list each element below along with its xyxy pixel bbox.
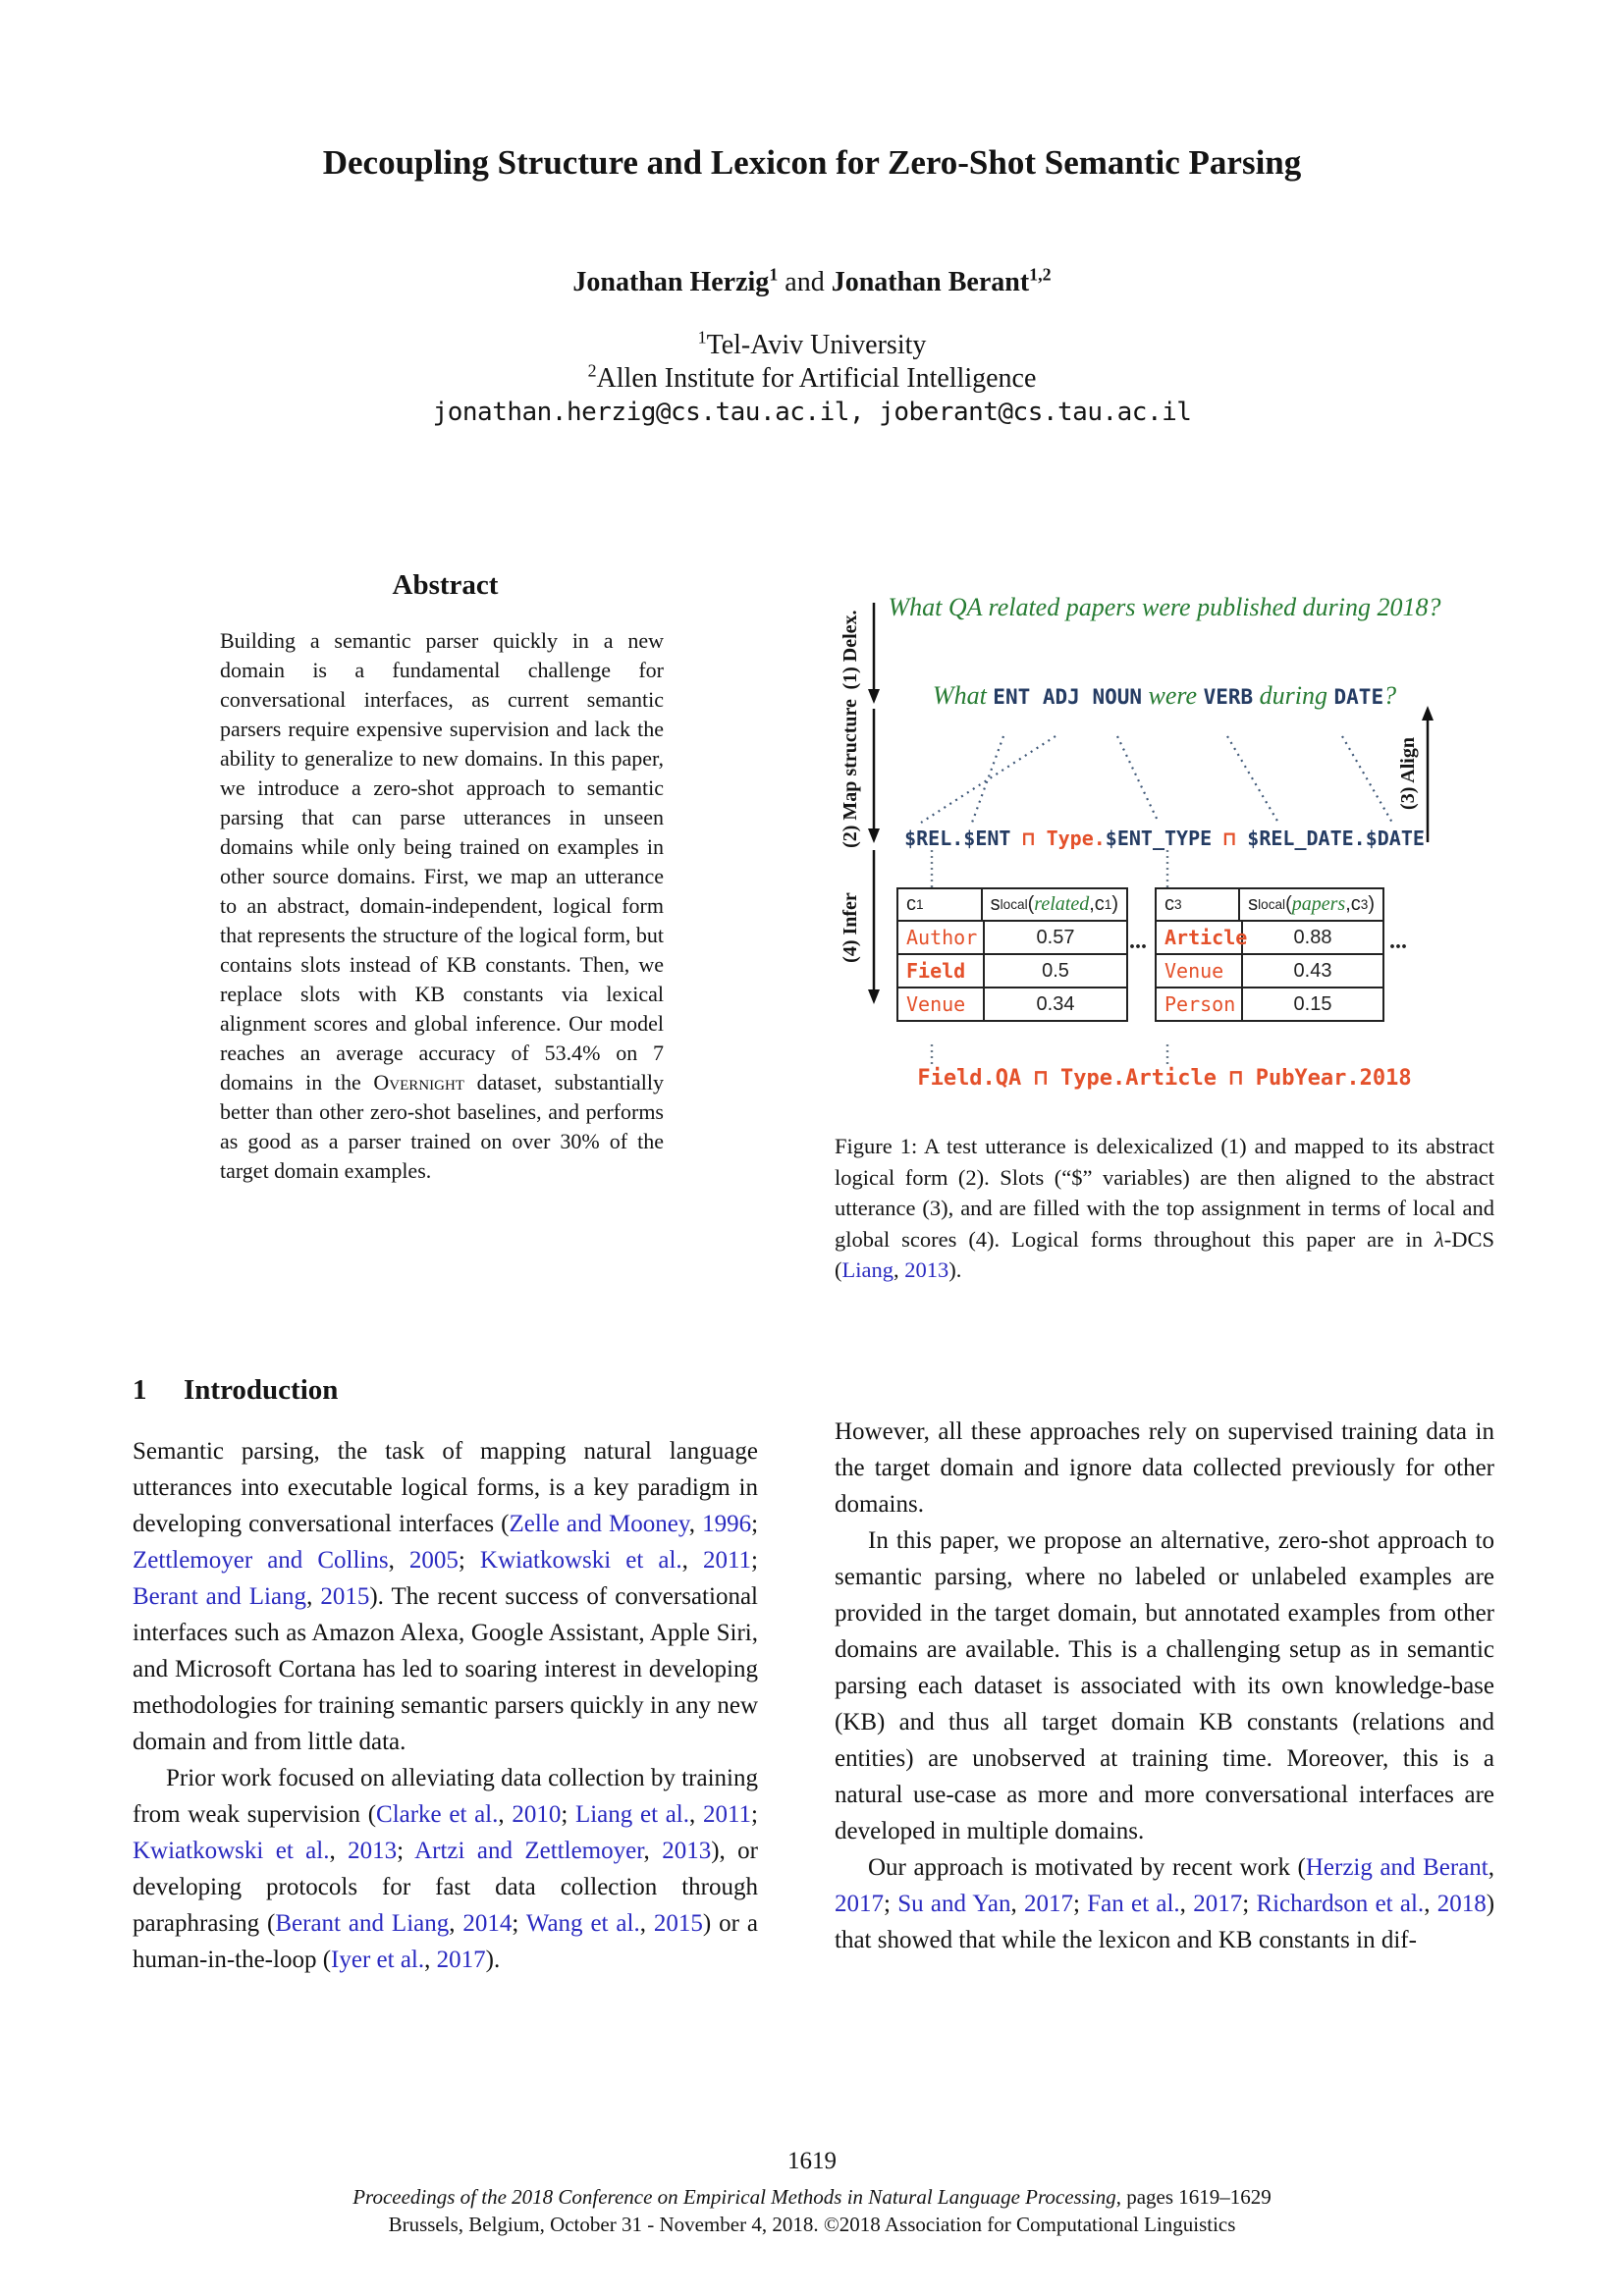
candidate-table-c3 [1155,887,1384,1022]
text-segment: In this paper, we propose an alternative, zero-shot approach to semantic parsing, where no labeled or unlabeled examples are provided in the target domain, but annotated examples from other domains are available. This is a challenging setup as in semantic parsing each dataset is associated with its own knowledge-base (KB) and thus all target domain KB constants (relations and entities) are unobserved at training time. Moreover, this is a natural use-case as more and more conversational interfaces are developed in multiple domains. [835,1527,1494,1844]
text-segment: papers [1291,893,1346,915]
citation-link[interactable]: Liang et al. [574,1801,690,1828]
text-segment: ; [1242,1891,1257,1917]
candidate-table-c1 [896,887,1128,1022]
citation-link[interactable]: 2017 [1024,1891,1074,1917]
text-segment: , [424,1947,437,1973]
citation-link[interactable]: 2013 [348,1838,398,1864]
affiliation-2-label: Allen Institute for Artificial Intelligence [596,363,1037,394]
body-paragraph-1 [835,1414,1494,1522]
text-segment: , [498,1801,513,1828]
text-segment: ) [1368,893,1375,915]
text-segment: dataset, substantially better than other zero-shot baselines, and performs as good as a parser trained on over 30% of the target domain examples. [220,1070,664,1183]
citation-link[interactable]: 2013 [662,1838,712,1864]
candidate-score: 0.5 [1042,959,1069,982]
text-segment: $REL.$ENT [904,827,1011,850]
citation-link[interactable]: Kwiatkowski et al. [133,1838,330,1864]
text-segment: s [1248,893,1259,915]
text-segment: DATE [1333,685,1384,709]
citation-link[interactable]: Wang et al. [525,1910,640,1937]
citation-link[interactable]: Kwiatkowski et al. [479,1547,682,1574]
step4-arrow [868,850,880,1004]
citation-link[interactable]: 1996 [702,1511,752,1537]
text-segment: Prior work focused on alleviating data collection by training from weak supervision ( [133,1765,758,1828]
author-name-1: Jonathan Herzig$^1$ [572,264,779,297]
affiliation-1 [0,327,1624,361]
citation-link[interactable]: Su and Yan [897,1891,1011,1917]
text-segment: ; [751,1511,759,1537]
abstract-logical-form [835,827,1494,850]
intro-paragraph-1 [133,1433,758,1760]
text-segment: c [1164,893,1174,915]
text-segment: ; [884,1891,898,1917]
text-segment: $REL_DATE.$DATE [1247,827,1425,850]
text-segment: VERB [1203,685,1254,709]
text-segment: Our approach is motivated by recent work ( [868,1854,1306,1881]
text-segment: ; [751,1801,758,1828]
text-segment: , [329,1838,349,1864]
candidate-name: Author [898,922,985,953]
text-segment: ; [512,1910,526,1937]
text-segment: Type. [1046,827,1106,850]
candidate-name: Venue [1157,955,1243,987]
citation-link[interactable]: 2005 [408,1547,459,1574]
text-segment: Building a semantic parser quickly in a new domain is a fundamental challenge for conversational interfaces, as current semantic parsers require expensive supervision and lack the ability to generalize to new domains. In this paper, we introduce a zero-shot approach to semantic parsing that can parse utterances in unseen domains while only being trained on examples in other source domains. First, we map an utterance to an abstract, domain-independent, logical form that represents the structure of the logical form, but contains slots instead of KB constants. Then, we replace slots with KB constants via lexical alignment scores and global inference. Our model reaches an average accuracy of 53.4% on 7 domains in the [220,628,664,1095]
text-segment: , [1179,1891,1194,1917]
align-line-noun [1117,736,1159,823]
text-segment: What [932,681,994,710]
step3-arrow [1422,706,1434,842]
text-segment: , [639,1910,654,1937]
affiliation-1-superscript: 1 [697,327,707,347]
citation-link[interactable]: Berant and Liang [275,1910,450,1937]
author-2-superscript: 1,2 [1029,264,1052,285]
text-segment: during [1253,681,1334,710]
body-paragraph-2 [835,1522,1494,1849]
text-segment: , [388,1547,409,1574]
candidate-score: 0.34 [1036,992,1075,1015]
citation-link[interactable]: Fan et al. [1087,1891,1180,1917]
step2-arrow [868,709,880,843]
proceedings-line [0,2185,1624,2210]
citation-link[interactable]: 2014 [462,1910,513,1937]
abstract-heading: Abstract [392,569,499,601]
text-segment: ; [1073,1891,1088,1917]
venue-copyright-line: Brussels, Belgium, October 31 - November 4, 2018. ©2018 Association for Computational Linguistics [388,2213,1236,2236]
text-segment: ? [1383,681,1397,710]
align-line-adj [921,736,1056,823]
citation-link[interactable]: 2015 [653,1910,703,1937]
candidate-score: 0.57 [1036,926,1075,948]
table-row [898,920,1126,953]
figure-1 [835,587,1494,1105]
proceedings-pages: , pages 1619–1629 [1115,2185,1272,2209]
right-column-body [835,1414,1494,1958]
section-title: Introduction [184,1374,339,1406]
citation-link[interactable]: 2013 [904,1257,949,1282]
citation-link[interactable]: 2011 [702,1547,752,1574]
text-segment: , [1424,1891,1437,1917]
text-segment: , [688,1511,703,1537]
text-segment: were [1142,681,1204,710]
text-segment: Overnight [373,1070,464,1095]
text-segment: ). [948,1257,962,1282]
citation-link[interactable]: Liang [841,1257,893,1282]
section-heading-introduction [133,1374,758,1407]
abstract-utterance [874,681,1455,711]
step-label-align: (3) Align [1397,737,1419,810]
citation-link[interactable]: 2017 [835,1891,884,1917]
table-header-row [898,889,1126,920]
abstract-text [220,626,664,1186]
page-number: 1619 [787,2148,837,2174]
text-segment: However, all these approaches rely on supervised training data in the target domain and ignore data collected previously for other domains. [835,1418,1494,1518]
final-logical-form: Field.QA ⊓ Type.Article ⊓ PubYear.2018 [917,1066,1412,1091]
header-slocal-c3: s local ( papers ,c 3 ) [1248,893,1375,915]
step-label-map-structure: (2) Map structure [839,699,861,848]
ellipsis-right: ... [1389,929,1407,954]
table-row [898,953,1126,987]
text-segment: , [643,1838,663,1864]
text-segment: ENT ADJ NOUN [993,685,1143,709]
table-row [1157,920,1382,953]
text-segment: $ENT_TYPE [1105,827,1213,850]
affiliation-2-superscript: 2 [587,360,597,381]
citation-link[interactable]: 2017 [1193,1891,1243,1917]
citation-link[interactable]: 2011 [702,1801,752,1828]
candidate-name: Field [898,955,985,987]
citation-link[interactable]: Herzig and Berant [1305,1854,1489,1881]
align-line-date [1342,736,1392,823]
text-segment: ) [1111,893,1118,915]
align-line-verb [1227,736,1278,823]
text-segment: ; [751,1547,758,1574]
step-label-infer: (4) Infer [839,892,861,963]
text-segment: ,c [1089,893,1105,915]
text-segment: ), or developing protocols for fast data collection through paraphrasing ( [133,1838,758,1937]
affiliation-2 [0,360,1624,395]
candidate-score: 0.15 [1293,992,1332,1015]
ellipsis-left: ... [1129,929,1147,954]
text-segment: Semantic parsing, the task of mapping natural language utterances into executable logical forms, is a key paradigm in developing conversational interfaces ( [133,1438,758,1537]
figure-1-caption [835,1131,1494,1286]
body-paragraph-3 [835,1849,1494,1958]
citation-link[interactable]: Richardson et al. [1256,1891,1425,1917]
table-row [898,987,1126,1020]
affiliation-1-label: Tel-Aviv University [706,330,927,360]
text-segment: ⊓ [1010,827,1047,850]
intro-paragraph-2 [133,1760,758,1978]
citation-link[interactable]: Artzi and Zettlemoyer [414,1838,644,1864]
header-c3: c 3 [1157,889,1240,920]
text-segment: ( [1027,893,1035,915]
citation-link[interactable]: 2018 [1436,1891,1487,1917]
text-segment: ). The recent success of conversational interfaces such as Amazon Alexa, Google Assistant, Apple Siri, and Microsoft Cortana has led to soaring interest in developing methodologies for training semantic parsers quickly in any new domain and from little data. [133,1583,758,1755]
text-segment: , [1010,1891,1025,1917]
candidate-name: Venue [898,988,985,1020]
text-segment: ; [397,1838,415,1864]
candidate-name: Article [1157,922,1243,953]
header-slocal-c1: s local ( related ,c 1 ) [990,893,1118,915]
step-label-delex: (1) Delex. [839,610,861,690]
text-segment: ; [458,1547,480,1574]
table-header-row [1157,889,1382,920]
text-segment: , [306,1583,321,1610]
author-1-superscript: 1 [769,264,779,285]
text-segment: c [906,893,916,915]
align-line-ent [972,736,1003,823]
text-segment: λ [1434,1226,1444,1252]
candidate-name: Person [1157,988,1243,1020]
text-segment: s [990,893,1001,915]
author-emails: jonathan.herzig@cs.tau.ac.il, joberant@cs.tau.ac.il [432,398,1192,427]
citation-link[interactable]: 2017 [436,1947,486,1973]
citation-link[interactable]: 2015 [320,1583,370,1610]
text-segment: ( [1285,893,1292,915]
citation-link[interactable]: Iyer et al. [331,1947,425,1973]
table-row [1157,987,1382,1020]
text-segment: , [681,1547,703,1574]
text-segment: , [893,1257,905,1282]
text-segment: ). [485,1947,501,1973]
citation-link[interactable]: Berant and Liang [133,1583,307,1610]
proceedings-title: Proceedings of the 2018 Conference on Empirical Methods in Natural Language Processing [352,2185,1116,2209]
author-and: and [778,267,832,297]
text-segment: , [1488,1854,1494,1881]
citation-link[interactable]: Zettlemoyer and Collins [133,1547,389,1574]
text-segment: ,c [1345,893,1361,915]
text-segment: Figure 1: A test utterance is delexicalized (1) and mapped to its abstract logical form (2). Slots (“$” variables) are then aligned to the abstract utterance (3), and are filled with the top assignment in terms of local and global scores (4). Logical forms throughout this paper are in [835,1134,1494,1252]
test-utterance: What QA related papers were published during 2018? [888,593,1441,621]
citation-link[interactable]: Clarke et al. [376,1801,499,1828]
text-segment: related [1034,893,1090,915]
citation-link[interactable]: 2010 [512,1801,562,1828]
section-number: 1 [133,1374,147,1406]
left-column-body [133,1433,758,1978]
author-name-2: Jonathan Berant$^{1,2}$ [831,264,1052,297]
text-segment: , [449,1910,463,1937]
candidate-score: 0.88 [1293,926,1332,948]
text-segment: -DCS ( [835,1226,1494,1282]
author-line [0,264,1624,298]
text-segment: ⊓ [1212,827,1248,850]
text-segment: ) or a human-in-the-loop ( [133,1910,758,1973]
citation-link[interactable]: Zelle and Mooney [509,1511,689,1537]
text-segment: ; [561,1801,575,1828]
text-segment: , [689,1801,703,1828]
table-row [1157,953,1382,987]
alignment-dashed-lines [921,736,1392,823]
text-segment: ) that showed that while the lexicon and KB constants in dif- [835,1891,1495,1953]
page-title: Decoupling Structure and Lexicon for Zero-Shot Semantic Parsing [322,143,1302,182]
candidate-score: 0.43 [1293,959,1332,982]
header-c1: c 1 [898,889,983,920]
